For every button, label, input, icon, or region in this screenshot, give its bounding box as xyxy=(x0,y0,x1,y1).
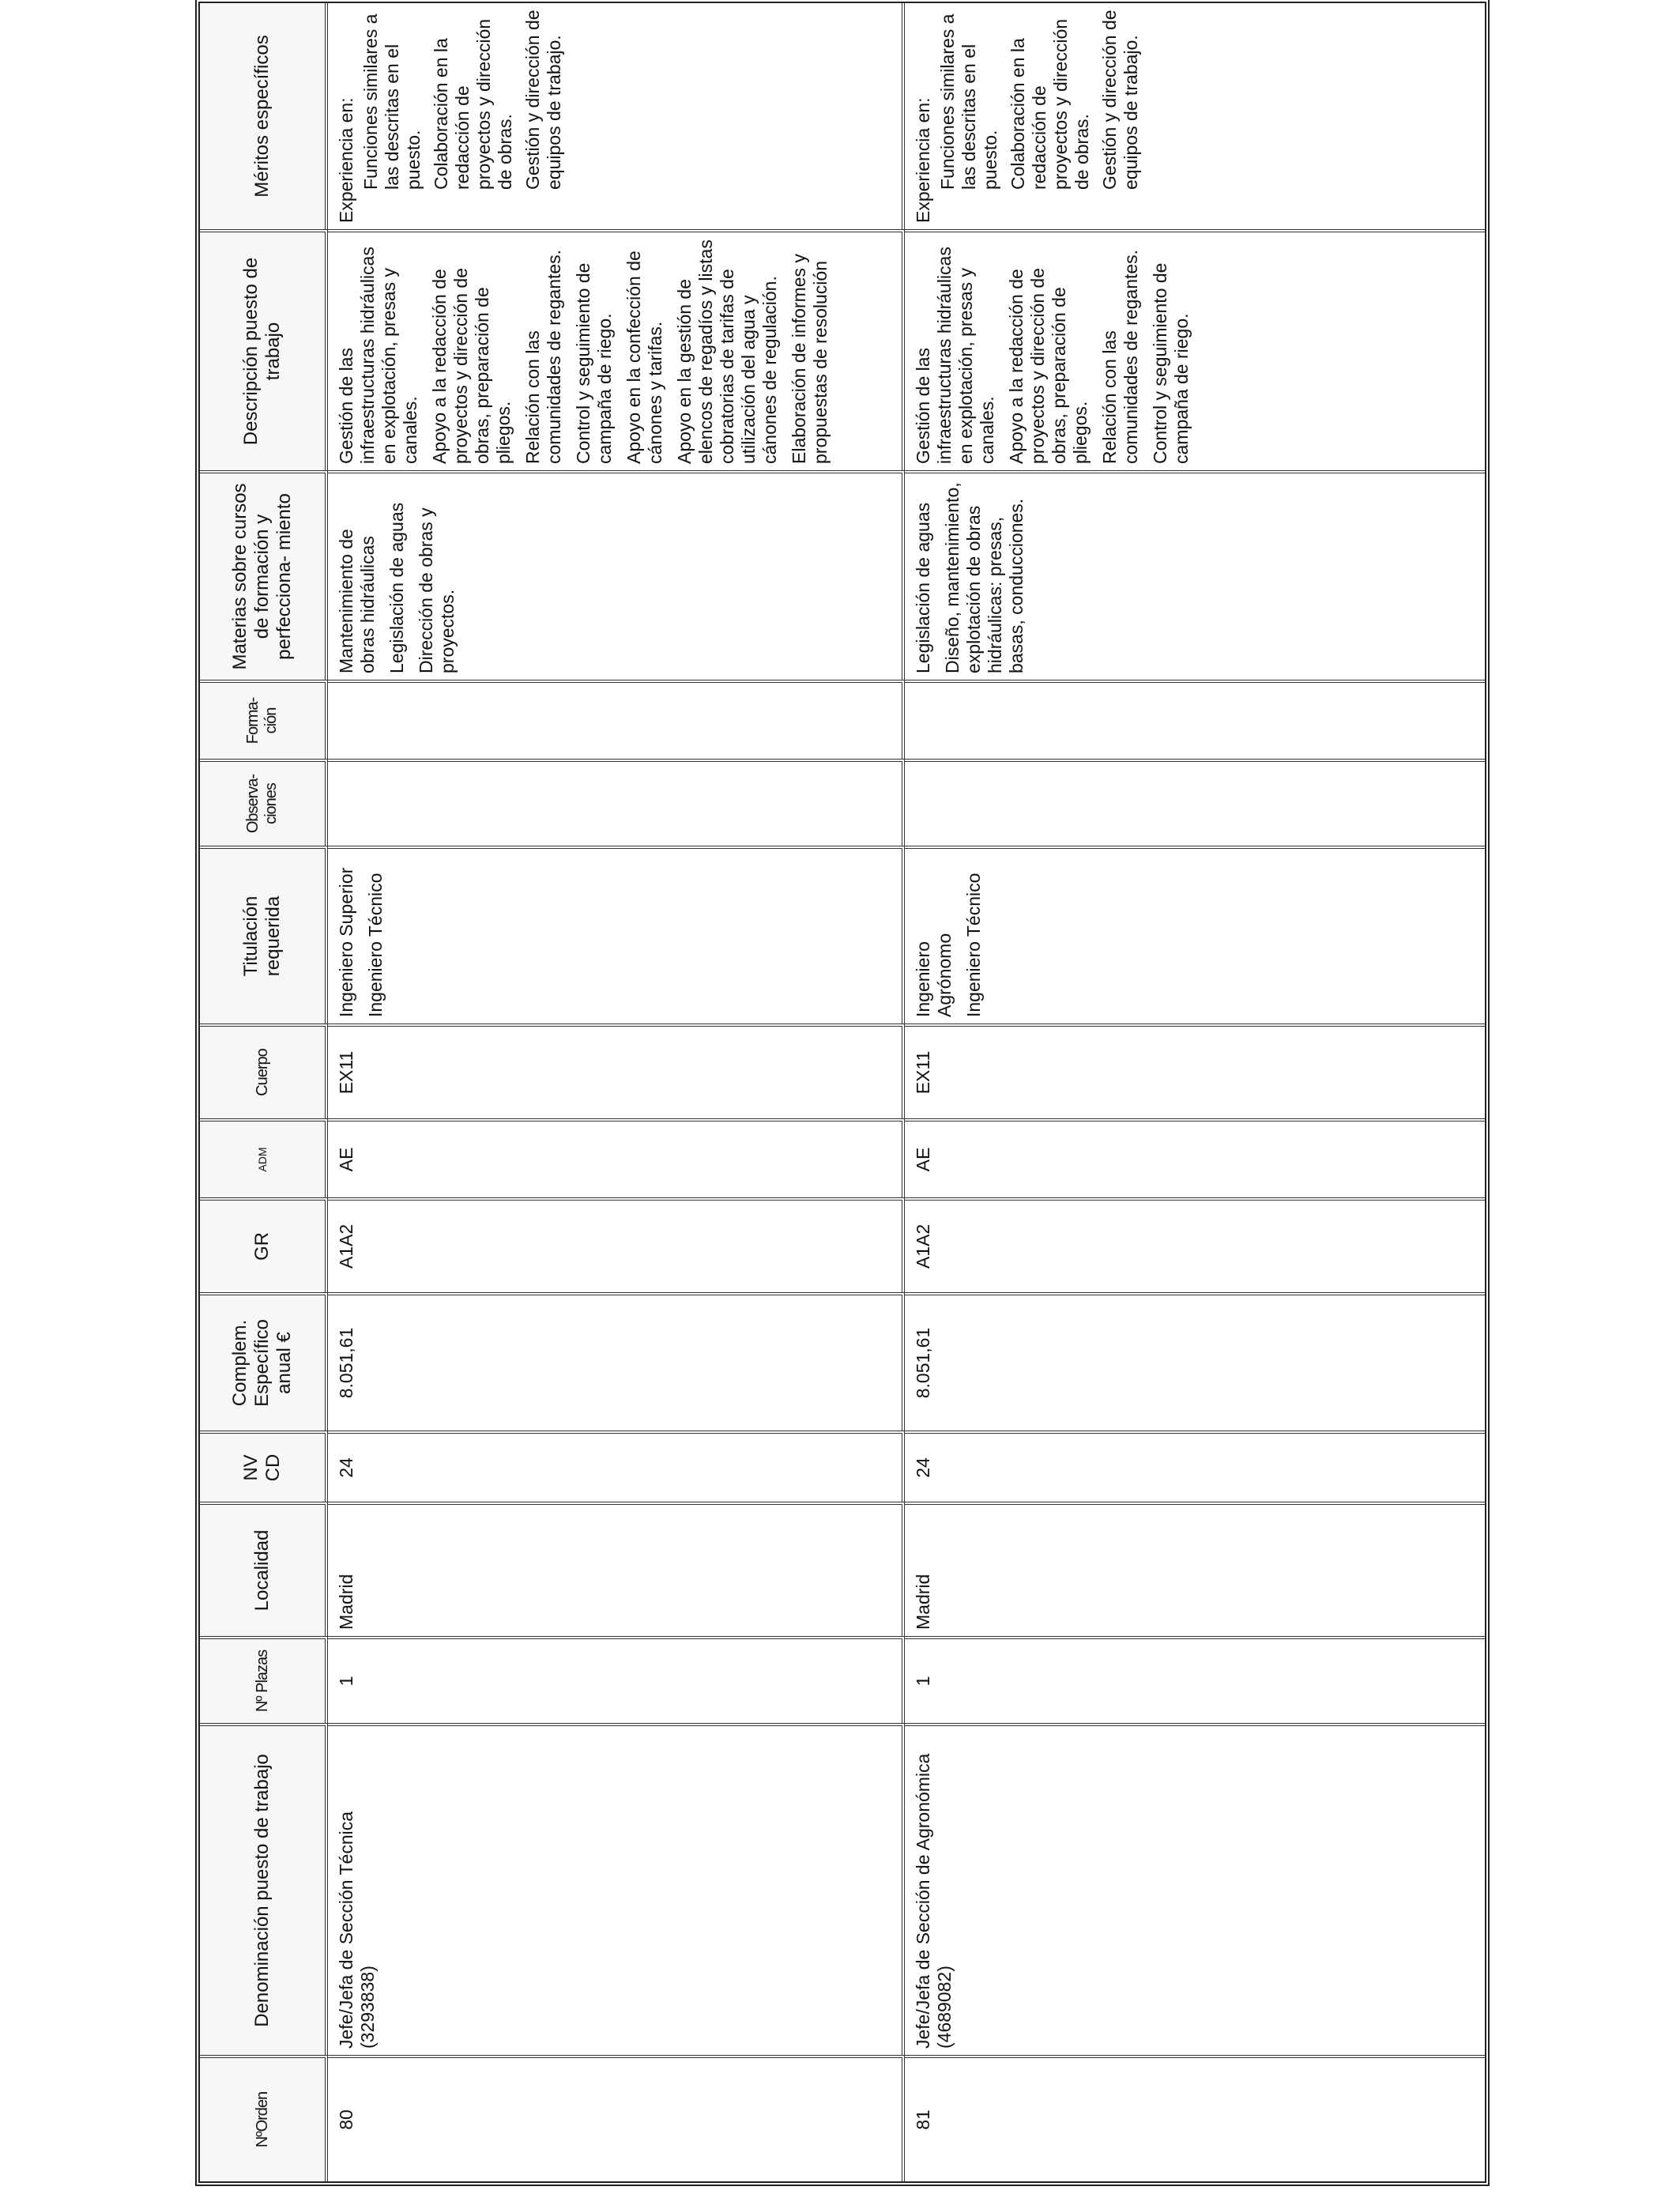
descripcion-item: Relación con las comunidades de regantes. xyxy=(522,249,564,464)
header-meritos: Méritos específicos xyxy=(200,3,328,229)
header-adm: ADM xyxy=(200,1118,328,1197)
header-observaciones: Observa- ciones xyxy=(200,759,328,846)
header-cuerpo: Cuerpo xyxy=(200,1023,328,1118)
cell-orden: 81 xyxy=(905,2055,1485,2181)
descripcion-item: Relación con las comunidades de regantes. xyxy=(1099,249,1141,464)
cell-observaciones xyxy=(328,759,905,846)
cell-formacion xyxy=(905,680,1485,759)
merito-item: Funciones similares a las descritas en el puesto. xyxy=(937,13,1000,190)
cell-materias xyxy=(905,470,1485,680)
descripcion-item: Gestión de las infraestructuras hidráulicas en explotación, presas y canales. xyxy=(336,247,420,464)
cell-denominacion: Jefe/Jefa de Sección Técnica (3293838) xyxy=(328,1723,905,2055)
cell-titulacion xyxy=(328,846,905,1023)
cell-localidad: Madrid xyxy=(905,1502,1485,1636)
merito-item: Gestión y dirección de equipos de trabajo. xyxy=(1099,9,1141,190)
cell-gr: A1A2 xyxy=(905,1197,1485,1292)
materia-item: Diseño, mantenimiento, explotación de obras hidráulicas: presas, basas, conducciones. xyxy=(942,482,1026,673)
header-descripcion: Descripción puesto de trabajo xyxy=(200,229,328,470)
header-row xyxy=(200,3,328,2181)
header-plazas: Nº Plazas xyxy=(200,1636,328,1723)
cell-materias xyxy=(328,470,905,680)
titulacion-item: Ingeniero Superior xyxy=(336,867,356,1017)
descripcion-item: Control y seguimiento de campaña de riego. xyxy=(573,262,615,464)
meritos-intro: Experiencia en: xyxy=(913,97,933,223)
merito-item: Colaboración en la redacción de proyectos y dirección de obras. xyxy=(1008,18,1092,190)
header-gr: GR xyxy=(200,1197,328,1292)
cell-adm: AE xyxy=(905,1118,1485,1197)
header-complemento: Complem. Específico anual € xyxy=(200,1292,328,1431)
cell-observaciones xyxy=(905,759,1485,846)
header-titulacion: Titulación requerida xyxy=(200,846,328,1023)
cell-denominacion: Jefe/Jefa de Sección de Agronómica (4689082) xyxy=(905,1723,1485,2055)
cell-nvcd: 24 xyxy=(328,1431,905,1502)
cell-plazas: 1 xyxy=(905,1636,1485,1723)
header-nvcd: NV CD xyxy=(200,1431,328,1502)
cell-adm: AE xyxy=(328,1118,905,1197)
descripcion-item: Elaboración de informes y propuestas de resolución xyxy=(789,254,831,464)
merito-item: Gestión y dirección de equipos de trabajo. xyxy=(522,9,564,190)
descripcion-item: Control y seguimiento de campaña de riego. xyxy=(1150,262,1192,464)
header-orden: NºOrden xyxy=(200,2055,328,2181)
cell-gr: A1A2 xyxy=(328,1197,905,1292)
merito-item: Colaboración en la redacción de proyectos y dirección de obras. xyxy=(431,18,515,190)
table-row xyxy=(328,3,905,2181)
table-row xyxy=(905,3,1485,2181)
descripcion-item: Gestión de las infraestructuras hidráulicas en explotación, presas y canales. xyxy=(913,247,997,464)
cell-formacion xyxy=(328,680,905,759)
cell-meritos xyxy=(905,3,1485,229)
cell-complemento: 8.051,61 xyxy=(905,1292,1485,1431)
descripcion-item: Apoyo a la redacción de proyectos y dirección de obras, preparación de pliegos. xyxy=(429,267,514,464)
materia-item: Dirección de obras y proyectos. xyxy=(416,507,458,673)
cell-cuerpo: EX11 xyxy=(905,1023,1485,1118)
cell-orden: 80 xyxy=(328,2055,905,2181)
meritos-intro: Experiencia en: xyxy=(336,97,356,223)
cell-titulacion xyxy=(905,846,1485,1023)
cell-complemento: 8.051,61 xyxy=(328,1292,905,1431)
titulacion-item: Ingeniero Técnico xyxy=(963,873,984,1017)
cell-nvcd: 24 xyxy=(905,1431,1485,1502)
cell-descripcion xyxy=(328,229,905,470)
header-localidad: Localidad xyxy=(200,1502,328,1636)
merito-item: Funciones similares a las descritas en el puesto. xyxy=(360,13,424,190)
titulacion-item: Ingeniero Agrónomo xyxy=(913,933,955,1017)
materia-item: Mantenimiento de obras hidráulicas xyxy=(336,529,378,673)
materia-item: Legislación de aguas xyxy=(386,502,407,673)
titulacion-item: Ingeniero Técnico xyxy=(365,873,386,1017)
header-denominacion: Denominación puesto de trabajo xyxy=(200,1723,328,2055)
cell-cuerpo: EX11 xyxy=(328,1023,905,1118)
header-formacion: Forma- ción xyxy=(200,680,328,759)
descripcion-item: Apoyo en la confección de cánones y tarifas. xyxy=(623,251,665,464)
descripcion-item: Apoyo a la redacción de proyectos y dirección de obras, preparación de pliegos. xyxy=(1006,267,1090,464)
cell-plazas: 1 xyxy=(328,1636,905,1723)
cell-localidad: Madrid xyxy=(328,1502,905,1636)
header-materias: Materias sobre cursos de formación y perfecciona- miento xyxy=(200,470,328,680)
descripcion-item: Apoyo en la gestión de elencos de regadíos y listas cobratorias de tarifas de utilización del agua y cánones de regulación. xyxy=(674,239,780,464)
cell-meritos xyxy=(328,3,905,229)
rotated-page xyxy=(195,8,1499,2186)
positions-table xyxy=(195,0,1490,2186)
cell-descripcion xyxy=(905,229,1485,470)
materia-item: Legislación de aguas xyxy=(913,502,933,673)
